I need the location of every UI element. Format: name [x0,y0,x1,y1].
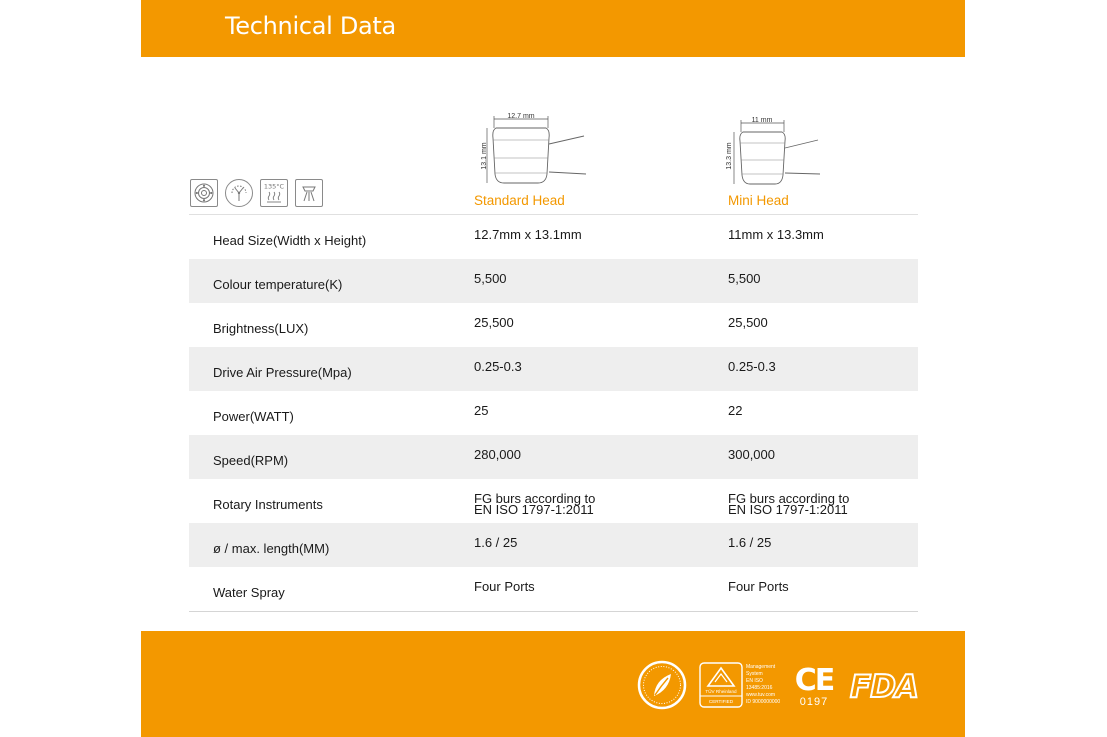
fda-mark [848,670,922,707]
spec-label: Rotary Instruments [213,497,323,512]
table-row [189,347,918,391]
svg-text:0197: 0197 [799,696,829,708]
mini-head-drawing [722,108,834,188]
footer-banner [141,631,965,737]
standard-head-value: 0.25-0.3 [474,359,522,374]
standard-head-value: 25,500 [474,315,514,330]
standard-head-value: 280,000 [474,447,521,462]
spray-icon [295,179,323,207]
mini-head-value: 300,000 [728,447,775,462]
mini-head-value-line: EN ISO 1797-1:2011 [728,502,848,517]
svg-text:11 mm: 11 mm [751,117,773,124]
header-banner [141,0,965,57]
tuv-certified-badge [699,662,787,713]
mini-head-value: 5,500 [728,271,761,286]
standard-head-value: Four Ports [474,579,535,594]
standard-head-drawing [478,108,590,188]
ce-mark [793,662,837,713]
standard-head-value-line: EN ISO 1797-1:2011 [474,502,594,517]
feature-icons [190,179,323,207]
table-row [189,479,918,523]
mini-head-value: 22 [728,403,743,418]
svg-text:13.3 mm: 13.3 mm [726,142,733,170]
svg-text:13485:2016: 13485:2016 [746,685,773,691]
bearing-icon [190,179,218,207]
table-row [189,303,918,347]
spec-label: Speed(RPM) [213,453,289,468]
mini-head-label: Mini Head [728,193,789,208]
table-row [189,215,918,259]
table-row [189,523,918,567]
standard-head-value: 25 [474,403,489,418]
spec-label: Head Size(Width x Height) [213,233,367,248]
standard-head-label: Standard Head [474,193,565,208]
eco-leaf-badge-icon [637,660,687,715]
svg-text:CERTIFIED: CERTIFIED [708,699,734,704]
spec-label: Water Spray [213,585,285,600]
spec-label: Colour temperature(K) [213,277,343,292]
svg-text:CE: CE [794,663,834,698]
mini-head-value: 0.25-0.3 [728,359,776,374]
table-row [189,259,918,303]
standard-head-value: 1.6 / 25 [474,535,518,550]
spec-label: Brightness(LUX) [213,321,309,336]
spec-table [189,214,918,612]
mini-head-value: 11mm x 13.3mm [728,227,824,242]
spec-label: Drive Air Pressure(Mpa) [213,365,352,380]
table-row [189,391,918,435]
mini-head-value-line: FG burs according to [728,491,850,506]
svg-text:13.1 mm: 13.1 mm [481,142,488,170]
page-title: Technical Data [225,12,396,40]
mini-head-value [728,493,849,515]
standard-head-value: 12.7mm x 13.1mm [474,227,582,242]
autoclave-135-icon [260,179,288,207]
table-row [189,435,918,479]
table-row [189,567,918,612]
spec-label: ø / max. length(MM) [213,541,330,556]
pressure-gauge-icon [225,179,253,207]
svg-text:EN ISO: EN ISO [746,678,763,684]
svg-text:TÜV Rheinland: TÜV Rheinland [705,689,737,694]
svg-text:ID 9000000000: ID 9000000000 [746,699,781,705]
svg-text:www.tuv.com: www.tuv.com [746,692,776,698]
svg-text:Management: Management [746,664,776,670]
svg-text:FDA: FDA [850,670,918,702]
mini-head-value: Four Ports [728,579,789,594]
mini-head-value: 1.6 / 25 [728,535,772,550]
spec-label: Power(WATT) [213,409,294,424]
svg-text:12.7 mm: 12.7 mm [507,113,535,120]
svg-text:System: System [746,671,763,677]
svg-text:135°C: 135°C [263,182,285,191]
standard-head-value [474,493,595,515]
standard-head-value-line: FG burs according to [474,491,596,506]
mini-head-value: 25,500 [728,315,768,330]
standard-head-value: 5,500 [474,271,507,286]
